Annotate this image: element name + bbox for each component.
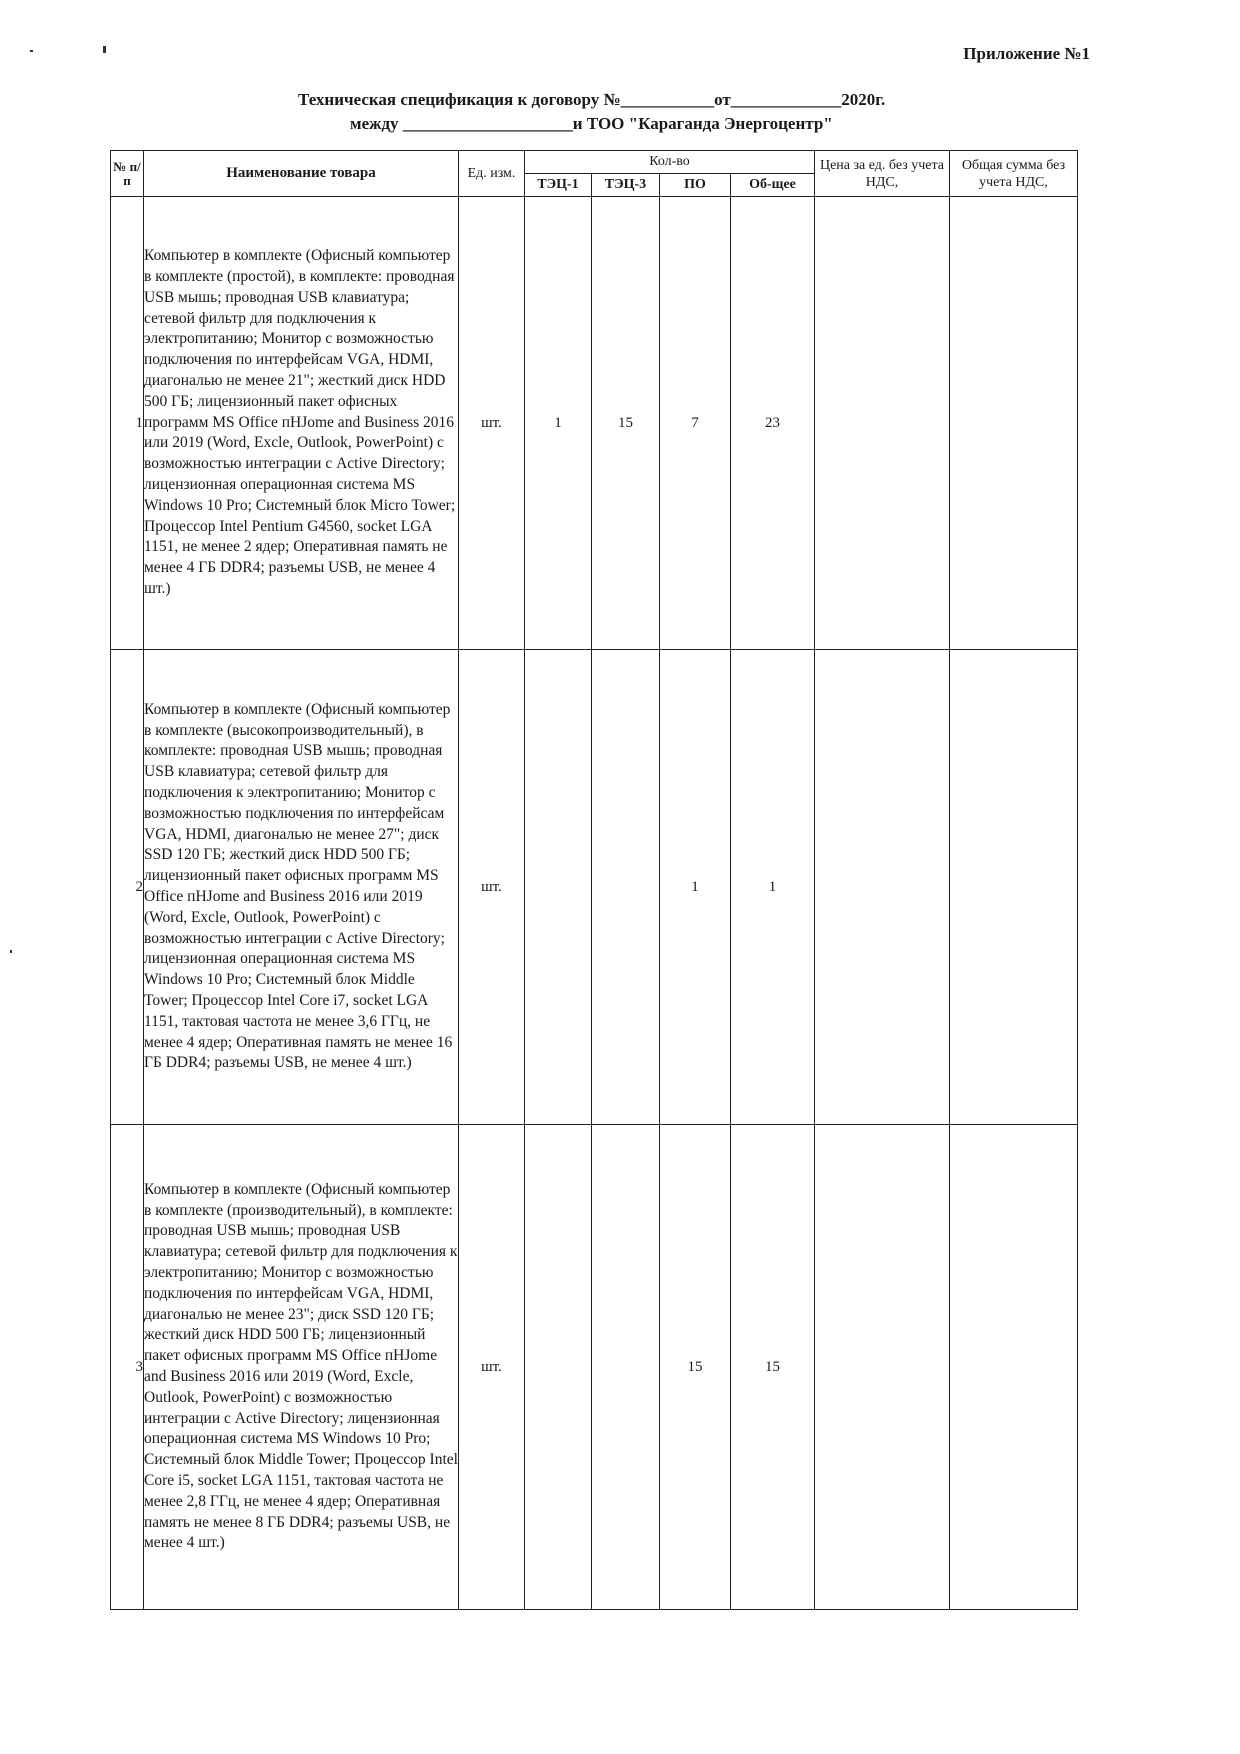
row-qty-tec1: 1 (525, 197, 592, 650)
row-qty-po: 7 (660, 197, 731, 650)
row-qty-po: 15 (660, 1125, 731, 1610)
row-price (815, 1125, 950, 1610)
document-title: Техническая спецификация к договору №___________от_____________2020г. (298, 90, 886, 109)
row-unit: шт. (459, 197, 525, 650)
row-unit: шт. (459, 650, 525, 1125)
header-name: Наименование товара (144, 151, 459, 197)
row-price (815, 197, 950, 650)
header-tec3: ТЭЦ-3 (592, 174, 660, 197)
appendix-label: Приложение №1 (963, 44, 1090, 63)
header-number: № п/п (111, 151, 144, 197)
row-qty-total: 15 (731, 1125, 815, 1610)
row-price (815, 650, 950, 1125)
table-row (111, 1125, 1078, 1610)
document-subtitle: между ____________________и ТОО "Караганда Энергоцентр" (350, 114, 833, 133)
row-qty-total: 23 (731, 197, 815, 650)
row-product-name: Компьютер в комплекте (Офисный компьютер в комплекте (производительный), в комплекте: проводная USB мышь; проводная USB клавиатура; сетевой фильтр для подключения к электропитанию; Монитор с возможностью подключения по интерфейсам VGA, HDMI, диагональю не менее 23"; диск SSD 120 ГБ; жесткий диск HDD 500 ГБ; лицензионный пакет офисных программ MS Office пHJome and Business 2016 или 2019 (Word, Excle, Outlook, PowerPoint) с возможностью интеграции с Active Directory; лицензионная операционная система MS Windows 10 Pro; Системный блок Middle Tower; Процессор Intel Core i5, socket LGA 1151, тактовая частота не менее 2,8 ГГц, не менее 4 ядер; Оперативная память не менее 8 ГБ DDR4; разъемы USB, не менее 4 шт.) (144, 1125, 459, 1610)
row-sum (950, 1125, 1078, 1610)
header-quantity: Кол-во (525, 151, 815, 174)
row-unit: шт. (459, 1125, 525, 1610)
header-unit: Ед. изм. (459, 151, 525, 197)
row-qty-tec1 (525, 650, 592, 1125)
row-qty-tec1 (525, 1125, 592, 1610)
row-qty-total: 1 (731, 650, 815, 1125)
header-po: ПО (660, 174, 731, 197)
table-row (111, 197, 1078, 650)
row-sum (950, 197, 1078, 650)
row-qty-tec3: 15 (592, 197, 660, 650)
row-number: 2 (111, 650, 144, 1125)
row-product-name: Компьютер в комплекте (Офисный компьютер в комплекте (высокопроизводительный), в комплекте: проводная USB мышь; проводная USB клавиатура; сетевой фильтр для подключения к электропитанию; Монитор с возможностью подключения по интерфейсам VGA, HDMI, диагональю не менее 27"; диск SSD 120 ГБ; жесткий диск HDD 500 ГБ; лицензионный пакет офисных программ MS Office пHJome and Business 2016 или 2019 (Word, Excle, Outlook, PowerPoint) с возможностью интеграции с Active Directory; лицензионная операционная система MS Windows 10 Pro; Системный блок Middle Tower; Процессор Intel Core i7, socket LGA 1151, тактовая частота не менее 3,6 ГГц, не менее 4 ядер; Оперативная память не менее 16 ГБ DDR4; разъемы USB, не менее 4 шт.) (144, 650, 459, 1125)
row-number: 1 (111, 197, 144, 650)
header-price: Цена за ед. без учета НДС, (815, 151, 950, 197)
specification-table (110, 150, 1078, 1610)
header-total-sum: Общая сумма без учета НДС, (950, 151, 1078, 197)
table-row (111, 650, 1078, 1125)
row-sum (950, 650, 1078, 1125)
header-tec1: ТЭЦ-1 (525, 174, 592, 197)
row-qty-po: 1 (660, 650, 731, 1125)
row-qty-tec3 (592, 1125, 660, 1610)
header-total: Об-щее (731, 174, 815, 197)
row-number: 3 (111, 1125, 144, 1610)
row-qty-tec3 (592, 650, 660, 1125)
row-product-name: Компьютер в комплекте (Офисный компьютер в комплекте (простой), в комплекте: проводная USB мышь; проводная USB клавиатура; сетевой фильтр для подключения к электропитанию; Монитор с возможностью подключения по интерфейсам VGA, HDMI, диагональю не менее 21"; жесткий диск HDD 500 ГБ; лицензионный пакет офисных программ MS Office пHJome and Business 2016 или 2019 (Word, Excle, Outlook, PowerPoint) с возможностью интеграции с Active Directory; лицензионная операционная система MS Windows 10 Pro; Системный блок Micro Tower; Процессор Intel Pentium G4560, socket LGA 1151, не менее 2 ядер; Оперативная память не менее 4 ГБ DDR4; разъемы USB, не менее 4 шт.) (144, 197, 459, 650)
